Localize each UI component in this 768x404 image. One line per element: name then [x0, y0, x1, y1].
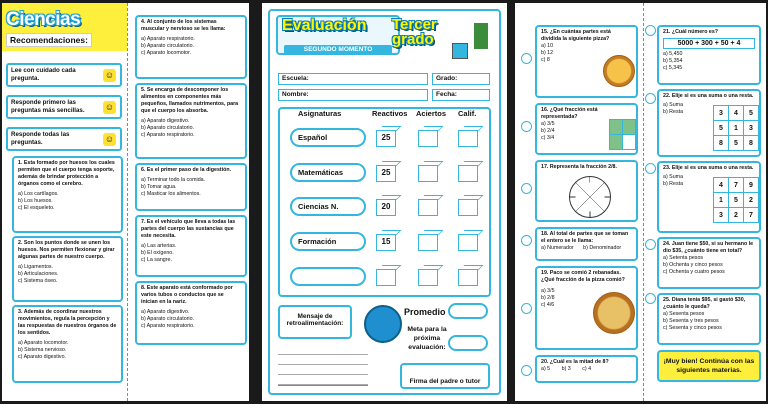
- option-b[interactable]: b) 2/4: [541, 128, 555, 134]
- grid-cell: 3: [714, 106, 729, 121]
- option-b[interactable]: b) Sesenta y tres pesos: [663, 318, 719, 324]
- pizza-icon: [593, 292, 635, 334]
- question-6: [135, 163, 247, 211]
- option-a[interactable]: a) Suma: [663, 102, 684, 108]
- option-a[interactable]: a) Sesenta pesos: [663, 311, 705, 317]
- option-c[interactable]: c) Aparato digestivo.: [18, 354, 66, 360]
- question-3: [12, 305, 123, 383]
- recommendation-card: [6, 127, 122, 151]
- recommendation-card: [6, 63, 122, 87]
- header-asignaturas: Asignaturas: [298, 109, 342, 118]
- fraction-square: [609, 119, 636, 150]
- grado-label: Grado:: [436, 75, 458, 82]
- cube-icon: [452, 43, 468, 59]
- character-icon: [474, 23, 488, 49]
- fecha-label: Fecha:: [436, 91, 457, 98]
- answer-circle[interactable]: [521, 303, 532, 314]
- pizza-icon: [603, 55, 635, 87]
- option-a[interactable]: a) Aparato digestivo.: [141, 309, 190, 315]
- meta-label: Meta para la próxima evaluación:: [407, 326, 447, 351]
- page-evaluacion: [262, 3, 507, 401]
- grid-cell: 1: [714, 193, 729, 208]
- option-a[interactable]: a) 3/5: [541, 288, 555, 294]
- question-text: 4. Al conjunto de los sistemas muscular y nervioso se les llama:: [141, 19, 226, 32]
- question-24: [657, 237, 761, 289]
- question-22: [657, 89, 761, 157]
- question-16: [535, 103, 638, 155]
- nombre-field[interactable]: [278, 89, 428, 101]
- question-5: [135, 83, 247, 159]
- subject-ciencias: Ciencias N.: [290, 197, 366, 216]
- option-b[interactable]: b) Aparato circulatorio.: [141, 316, 194, 322]
- calif-matematicas[interactable]: [458, 165, 478, 182]
- smiley-icon: ☺: [104, 134, 115, 144]
- question-text: 20. ¿Cuál es la mitad de 8?: [541, 359, 609, 365]
- grid-cell: 2: [744, 193, 759, 208]
- grid-cell: 1: [729, 121, 744, 136]
- calif-formacion[interactable]: [458, 234, 478, 251]
- subtitle: SEGUNDO MOMENTO: [284, 45, 392, 54]
- grid-cell: 5: [714, 121, 729, 136]
- option-a[interactable]: a) Aparato respiratorio.: [141, 36, 195, 42]
- question-text: 18. Al total de partes que se toman el entero se le llama:: [541, 231, 629, 244]
- question-15: [535, 25, 638, 98]
- question-text: 25. Diana tenía $95, si gastó $30, ¿cuánto le queda?: [663, 297, 746, 310]
- fold-line: [643, 3, 644, 401]
- question-25: [657, 293, 761, 345]
- option-c[interactable]: c) Aparato respiratorio.: [141, 132, 195, 138]
- grid-cell: 7: [744, 208, 759, 223]
- question-8: [135, 281, 247, 345]
- answer-circle[interactable]: [521, 53, 532, 64]
- option-b[interactable]: b) Ochenta y cinco pesos: [663, 262, 723, 268]
- mensaje-label: Mensaje de retroalimentación:: [286, 313, 344, 327]
- option-c[interactable]: c) 4/6: [541, 302, 555, 308]
- question-text: 22. Elije si es una suma o una resta.: [663, 93, 754, 99]
- answer-circle[interactable]: [645, 163, 656, 174]
- mensaje-lines[interactable]: [278, 345, 368, 386]
- question-text: 17. Representa la fracción 2/8.: [541, 164, 617, 170]
- recommendations-title: Recomendaciones:: [6, 33, 92, 47]
- question-23: [657, 161, 761, 233]
- smiley-icon: ☺: [104, 70, 115, 80]
- option-a[interactable]: a) 3/5: [541, 121, 555, 127]
- option-a[interactable]: a) Numerador: [541, 245, 574, 251]
- option-c[interactable]: c) Aparato respiratorio.: [141, 323, 195, 329]
- question-20: [535, 355, 638, 383]
- question-text: 19. Paco se comió 2 rebanadas. ¿Qué fracción de la pizza comió?: [541, 270, 625, 283]
- question-2: [12, 236, 123, 302]
- option-b[interactable]: b) El oxígeno.: [141, 250, 174, 256]
- option-b[interactable]: b) Sistema nervioso.: [18, 347, 67, 353]
- expression-box: 5000 + 300 + 50 + 4: [663, 38, 755, 49]
- reactivos-formacion: 15: [376, 234, 396, 251]
- answer-circle[interactable]: [521, 365, 532, 376]
- grid-cell: 8: [714, 136, 729, 151]
- mensaje-box: [278, 305, 352, 339]
- aciertos-espanol[interactable]: [418, 130, 438, 147]
- question-text: 21. ¿Cuál número es?: [663, 29, 719, 35]
- page-title: Evaluación: [282, 17, 367, 34]
- promedio-label: Promedio: [404, 307, 446, 317]
- answer-circle[interactable]: [521, 235, 532, 246]
- question-1: [12, 156, 123, 233]
- option-c[interactable]: c) Masticar los alimentos.: [141, 191, 201, 197]
- fold-line: [127, 3, 128, 401]
- promedio-input[interactable]: [448, 303, 488, 319]
- option-a[interactable]: a) Terminar todo la comida.: [141, 177, 206, 183]
- recommendation-text: Responde primero las preguntas más sencillas.: [11, 99, 85, 114]
- option-a[interactable]: a) Los cartílagos.: [18, 191, 59, 197]
- grid-cell: 5: [729, 193, 744, 208]
- option-c[interactable]: c) El esqueleto.: [18, 205, 55, 211]
- option-b[interactable]: b) 3: [561, 366, 571, 372]
- question-text: 5. Se encarga de descomponer los alimentos en componentes más pequeños, llamados nutrimentos, para que el cuerpo los absorba.: [141, 87, 239, 114]
- question-text: 15. ¿En cuántas partes está dividida la siguiente pizza?: [541, 29, 611, 42]
- option-b[interactable]: b) 5,354: [663, 58, 683, 64]
- question-17: [535, 160, 638, 222]
- meta-input[interactable]: [448, 335, 488, 351]
- option-c[interactable]: c) La sangre.: [141, 257, 172, 263]
- question-text: 7. Es el vehículo que lleva a todas las partes del cuerpo las sustancias que este necesita.: [141, 219, 236, 239]
- fecha-field[interactable]: [432, 89, 490, 101]
- grid-cell: 5: [744, 106, 759, 121]
- operation-grid: [713, 105, 759, 151]
- option-c[interactable]: c) Sistema óseo.: [18, 278, 58, 284]
- question-7: [135, 215, 247, 277]
- option-c[interactable]: c) 4: [582, 366, 592, 372]
- question-18: [535, 227, 638, 261]
- option-c[interactable]: c) 3/4: [541, 135, 555, 141]
- subject-blank[interactable]: [290, 267, 366, 286]
- subject-espanol: Español: [290, 128, 366, 147]
- answer-circle[interactable]: [645, 293, 656, 304]
- option-c[interactable]: c) Aparato locomotor.: [141, 50, 192, 56]
- firma-box[interactable]: [400, 363, 490, 389]
- option-c[interactable]: c) 5,345: [663, 65, 683, 71]
- option-b[interactable]: b) Tomar agua.: [141, 184, 177, 190]
- subject-formacion: Formación: [290, 232, 366, 251]
- fraction-circle[interactable]: [569, 176, 611, 218]
- calif-ciencias[interactable]: [458, 199, 478, 216]
- page-matematicas: [515, 3, 766, 401]
- headphones-icon: [364, 305, 402, 343]
- aciertos-matematicas[interactable]: [418, 165, 438, 182]
- reactivos-blank[interactable]: [376, 269, 396, 286]
- question-text: 16. ¿Qué fracción está representada?: [541, 107, 598, 120]
- option-a[interactable]: a) Las arterias.: [141, 243, 177, 249]
- operation-grid: [713, 177, 759, 223]
- subject-matematicas: Matemáticas: [290, 163, 366, 182]
- question-text: 2. Son los puntos donde se unen los huesos. Nos permiten flexionar y girar algunas partes de nuestro cuerpo.: [18, 240, 115, 260]
- question-19: [535, 266, 638, 350]
- nombre-label: Nombre:: [282, 91, 309, 98]
- question-text: 6. Es el primer paso de la digestión.: [141, 167, 232, 173]
- grid-cell: 3: [744, 121, 759, 136]
- option-b[interactable]: b) Articulaciones.: [18, 271, 59, 277]
- option-b[interactable]: b) 12: [541, 50, 554, 56]
- final-message-text: ¡Muy bien! Continúa con las siguientes materias.: [663, 358, 755, 374]
- option-a[interactable]: a) Setenta pesos: [663, 255, 704, 261]
- calif-blank[interactable]: [458, 269, 478, 286]
- answer-circle[interactable]: [645, 239, 656, 250]
- grid-cell: 8: [744, 136, 759, 151]
- answer-circle[interactable]: [645, 25, 656, 36]
- option-b[interactable]: b) Aparato circulatorio.: [141, 43, 194, 49]
- option-b[interactable]: b) Aparato circulatorio.: [141, 125, 194, 131]
- option-c[interactable]: c) Ochenta y cuatro pesos: [663, 269, 725, 275]
- question-text: 24. Juan tiene $50, si su hermano le dio $35, ¿cuánto tiene en total?: [663, 241, 754, 254]
- reactivos-ciencias: 20: [376, 199, 396, 216]
- header-aciertos: Aciertos: [416, 109, 447, 118]
- question-21: [657, 25, 761, 85]
- grid-cell: 5: [729, 136, 744, 151]
- smiley-icon: ☺: [104, 102, 115, 112]
- recommendation-card: [6, 95, 122, 119]
- option-a[interactable]: a) Aparato locomotor.: [18, 340, 69, 346]
- page-title: Ciencias: [6, 9, 81, 30]
- recommendation-text: Lee con cuidado cada pregunta.: [11, 67, 76, 82]
- reactivos-matematicas: 25: [376, 165, 396, 182]
- option-a[interactable]: a) Ligamentos.: [18, 264, 54, 270]
- option-b[interactable]: b) Resta: [663, 181, 684, 187]
- question-text: 23. Elije si es una suma o una resta.: [663, 165, 754, 171]
- grid-cell: 4: [729, 106, 744, 121]
- option-c[interactable]: c) 8: [541, 57, 550, 63]
- option-b[interactable]: b) Denominador: [583, 245, 622, 251]
- grid-cell: 2: [729, 208, 744, 223]
- question-text: 1. Esta formado por huesos los cuales permiten que el cuerpo tenga soporte, además de brindar protección a órganos como el cerebro.: [18, 160, 115, 187]
- option-a[interactable]: a) 5: [541, 366, 551, 372]
- question-4: [135, 15, 247, 79]
- answer-circle[interactable]: [521, 183, 532, 194]
- aciertos-ciencias[interactable]: [418, 199, 438, 216]
- aciertos-blank[interactable]: [418, 269, 438, 286]
- grid-cell: 4: [714, 178, 729, 193]
- escuela-field[interactable]: [278, 73, 428, 85]
- header-reactivos: Reactivos: [372, 109, 408, 118]
- reactivos-espanol: 25: [376, 130, 396, 147]
- question-text: 8. Este aparato está conformado por varios tubos o conductos que se inician en la nariz.: [141, 285, 233, 305]
- grado-field[interactable]: [432, 73, 490, 85]
- option-a[interactable]: a) 10: [541, 43, 554, 49]
- answer-circle[interactable]: [645, 93, 656, 104]
- final-message: [657, 350, 761, 382]
- option-c[interactable]: c) Sesenta y cinco pesos: [663, 325, 722, 331]
- escuela-label: Escuela:: [282, 75, 309, 82]
- page-ciencias: [2, 3, 249, 401]
- question-text: 3. Además de coordinar nuestros movimientos, regula la percepción y las respuestas de nuestros órganos de los sentidos.: [18, 309, 117, 336]
- aciertos-formacion[interactable]: [418, 234, 438, 251]
- option-b[interactable]: b) 2/8: [541, 295, 555, 301]
- option-b[interactable]: b) Resta: [663, 109, 684, 115]
- option-a[interactable]: a) Aparato digestivo.: [141, 118, 190, 124]
- option-a[interactable]: a) Suma: [663, 174, 684, 180]
- grid-cell: 7: [729, 178, 744, 193]
- grid-cell: 9: [744, 178, 759, 193]
- recommendation-text: Responde todas las preguntas.: [11, 131, 70, 146]
- grade-title: Tercer grado: [392, 16, 437, 48]
- grid-cell: 3: [714, 208, 729, 223]
- answer-circle[interactable]: [521, 121, 532, 132]
- calif-espanol[interactable]: [458, 130, 478, 147]
- header-calif: Calif.: [458, 109, 477, 118]
- option-a[interactable]: a) 5,450: [663, 51, 683, 57]
- firma-label: Firma del padre o tutor: [409, 378, 481, 385]
- option-b[interactable]: b) Los huesos.: [18, 198, 53, 204]
